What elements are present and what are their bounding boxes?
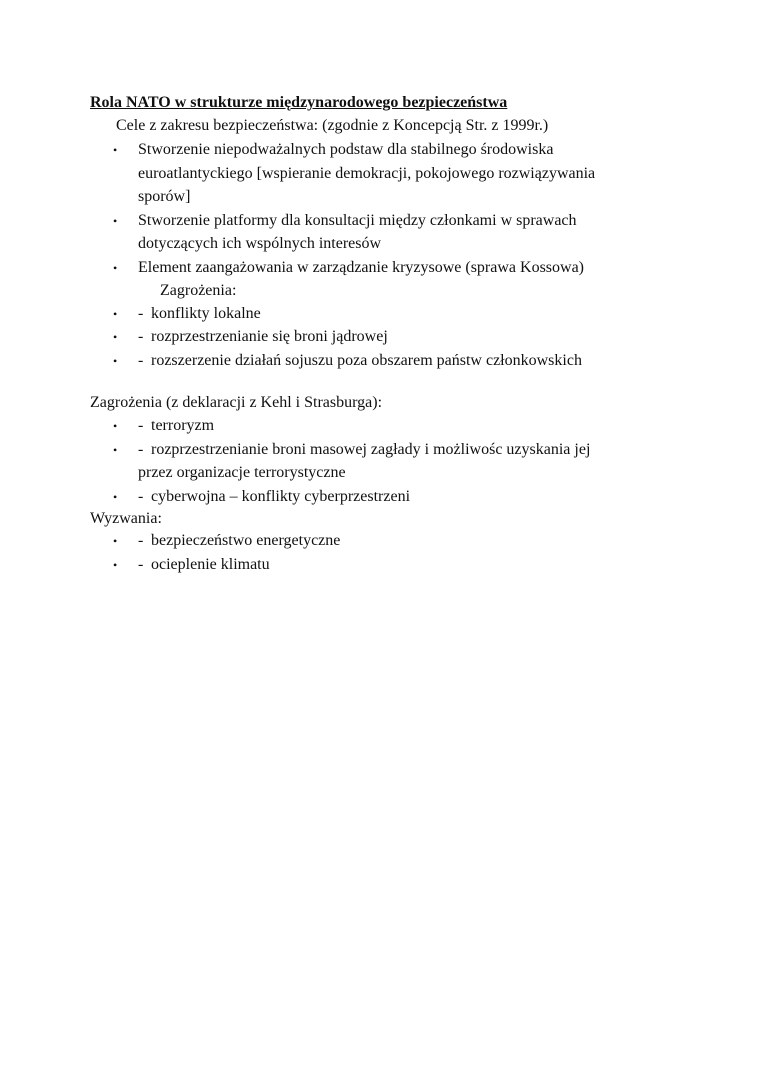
threat-kehl-item-line-2: przez organizacje terrorystyczne xyxy=(138,464,346,481)
bullet-icon: • xyxy=(113,534,118,548)
dash-marker: - xyxy=(138,441,144,458)
bullet-icon: • xyxy=(113,419,118,433)
bullet-icon: • xyxy=(113,307,118,321)
bullet-icon: • xyxy=(113,143,118,157)
dash-marker: - xyxy=(138,328,144,345)
bullet-icon: • xyxy=(113,214,118,228)
threat-kehl-item: cyberwojna – konflikty cyberprzestrzeni xyxy=(151,488,411,505)
bullet-icon: • xyxy=(113,443,118,457)
dash-marker: - xyxy=(138,556,144,573)
threat-1999-item: rozszerzenie działań sojuszu poza obszarem państw członkowskich xyxy=(151,352,582,369)
threat-kehl-item: terroryzm xyxy=(151,417,215,434)
threat-1999-item: konflikty lokalne xyxy=(151,305,261,322)
dash-marker: - xyxy=(138,488,144,505)
goals-intro: Cele z zakresu bezpieczeństwa: (zgodnie z Koncepcją Str. z 1999r.) xyxy=(116,117,549,134)
dash-marker: - xyxy=(138,417,144,434)
threats-kehl-heading: Zagrożenia (z deklaracji z Kehl i Strasburga): xyxy=(90,394,383,411)
bullet-icon: • xyxy=(113,558,118,572)
goal-1-line-3: sporów] xyxy=(138,188,191,205)
threat-kehl-item-line-1: rozprzestrzenianie broni masowej zagłady i możliwośc uzyskania jej xyxy=(151,441,591,458)
threats-1999-heading: Zagrożenia: xyxy=(160,282,237,299)
goal-3-line-1: Element zaangażowania w zarządzanie kryzysowe (sprawa Kossowa) xyxy=(138,259,585,276)
goal-1-line-2: euroatlantyckiego [wspieranie demokracji, pokojowego rozwiązywania xyxy=(138,165,596,182)
challenge-item: bezpieczeństwo energetyczne xyxy=(151,532,341,549)
goal-1-line-1: Stworzenie niepodważalnych podstaw dla stabilnego środowiska xyxy=(138,141,554,158)
document-title: Rola NATO w strukturze międzynarodowego bezpieczeństwa xyxy=(90,94,508,111)
goal-2-line-1: Stworzenie platformy dla konsultacji między członkami w sprawach xyxy=(138,212,577,229)
dash-marker: - xyxy=(138,305,144,322)
challenge-item: ocieplenie klimatu xyxy=(151,556,270,573)
goal-2-line-2: dotyczących ich wspólnych interesów xyxy=(138,235,382,252)
dash-marker: - xyxy=(138,532,144,549)
bullet-icon: • xyxy=(113,354,118,368)
challenges-heading: Wyzwania: xyxy=(90,510,162,527)
bullet-icon: • xyxy=(113,490,118,504)
bullet-icon: • xyxy=(113,330,118,344)
threat-1999-item: rozprzestrzenianie się broni jądrowej xyxy=(151,328,388,345)
bullet-icon: • xyxy=(113,261,118,275)
dash-marker: - xyxy=(138,352,144,369)
